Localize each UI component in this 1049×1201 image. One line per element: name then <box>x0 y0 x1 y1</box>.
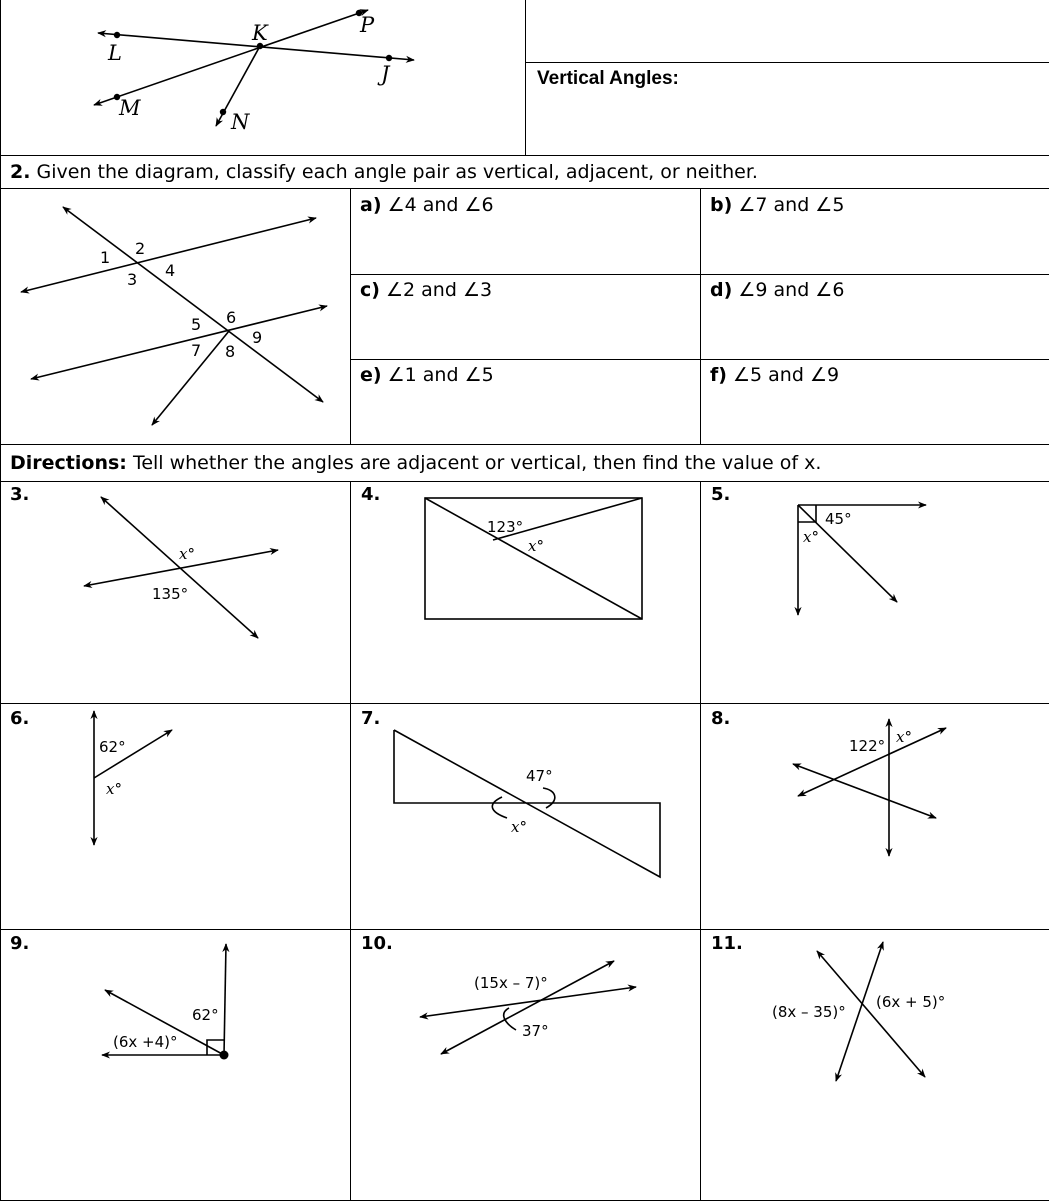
section2-instruction-text: Given the diagram, classify each angle pair as vertical, adjacent, or neither. <box>36 161 758 183</box>
p7-label-x: x° <box>511 818 527 836</box>
problem-5-number: 5. <box>711 484 731 505</box>
angle-number-6: 6 <box>226 308 237 327</box>
diagram2-line-a <box>21 218 316 292</box>
p10-label-expr: (15x – 7)° <box>474 974 548 992</box>
pair-e-letter: e) <box>360 364 382 386</box>
problem-11-number: 11. <box>711 933 743 954</box>
p11-label-left: (8x – 35)° <box>772 1003 846 1021</box>
label-l: L <box>108 41 122 65</box>
directions-text: Tell whether the angles are adjacent or vertical, then find the value of x. <box>132 452 822 474</box>
problem-9-number: 9. <box>10 933 30 954</box>
label-m: M <box>119 96 141 120</box>
diagram2-transversal <box>63 207 323 402</box>
problem-7-number: 7. <box>361 708 381 729</box>
line-mp <box>94 10 368 105</box>
p3-label-135: 135° <box>152 585 189 603</box>
pair-c-letter: c) <box>360 279 380 301</box>
p7-arc-x <box>492 797 507 818</box>
diagram2-line-b <box>31 306 327 379</box>
problem-3-number: 3. <box>10 484 30 505</box>
pair-b-letter: b) <box>710 194 733 216</box>
angle-number-7: 7 <box>191 341 202 360</box>
problem-6-number: 6. <box>10 708 30 729</box>
angle-number-2: 2 <box>135 239 146 258</box>
angle-number-1: 1 <box>100 248 111 267</box>
pair-d-letter: d) <box>710 279 733 301</box>
label-k: K <box>252 21 268 45</box>
pair-a-letter: a) <box>360 194 382 216</box>
directions-label: Directions: <box>10 452 127 474</box>
p5-label-45: 45° <box>825 510 852 528</box>
pair-a-text: ∠4 and ∠6 <box>387 194 494 216</box>
p11-label-right: (6x + 5)° <box>876 993 946 1011</box>
pair-c-text: ∠2 and ∠3 <box>386 279 493 301</box>
p7-figure <box>394 730 660 877</box>
p9-ray-up <box>224 944 226 1055</box>
point-n <box>220 109 226 115</box>
p9-vertex <box>220 1051 229 1060</box>
pair-f-text: ∠5 and ∠9 <box>733 364 840 386</box>
angle-number-5: 5 <box>191 315 202 334</box>
p4-label-123: 123° <box>487 518 524 536</box>
p8-label-122: 122° <box>849 737 886 755</box>
p8-label-x: x° <box>896 728 912 746</box>
angle-number-8: 8 <box>225 342 236 361</box>
p10-label-37: 37° <box>522 1022 549 1040</box>
pair-d-text: ∠9 and ∠6 <box>738 279 845 301</box>
pair-e-text: ∠1 and ∠5 <box>387 364 494 386</box>
p5-label-x: x° <box>803 528 819 546</box>
label-n: N <box>231 110 250 134</box>
label-p: P <box>360 13 375 37</box>
p4-diagonal <box>425 498 642 619</box>
p7-arc-47 <box>543 788 555 808</box>
p4-label-x: x° <box>528 537 544 555</box>
angle-number-9: 9 <box>252 328 263 347</box>
p8-line-2 <box>793 764 936 818</box>
point-j <box>386 55 392 61</box>
angle-number-4: 4 <box>165 261 176 280</box>
section2-number: 2. <box>10 161 31 183</box>
p9-label-62: 62° <box>192 1006 219 1024</box>
p6-label-x: x° <box>106 780 122 798</box>
p3-label-x: x° <box>179 545 195 563</box>
vertical-angles-label: Vertical Angles: <box>537 68 679 89</box>
label-j: J <box>381 62 390 86</box>
problem-4-number: 4. <box>361 484 381 505</box>
angle-number-3: 3 <box>127 270 138 289</box>
p9-label-expr: (6x +4)° <box>113 1033 178 1051</box>
point-l <box>114 32 120 38</box>
p6-label-62: 62° <box>99 738 126 756</box>
problem-8-number: 8. <box>711 708 731 729</box>
pair-f-letter: f) <box>710 364 727 386</box>
problem-10-number: 10. <box>361 933 393 954</box>
p7-label-47: 47° <box>526 767 553 785</box>
pair-b-text: ∠7 and ∠5 <box>738 194 845 216</box>
